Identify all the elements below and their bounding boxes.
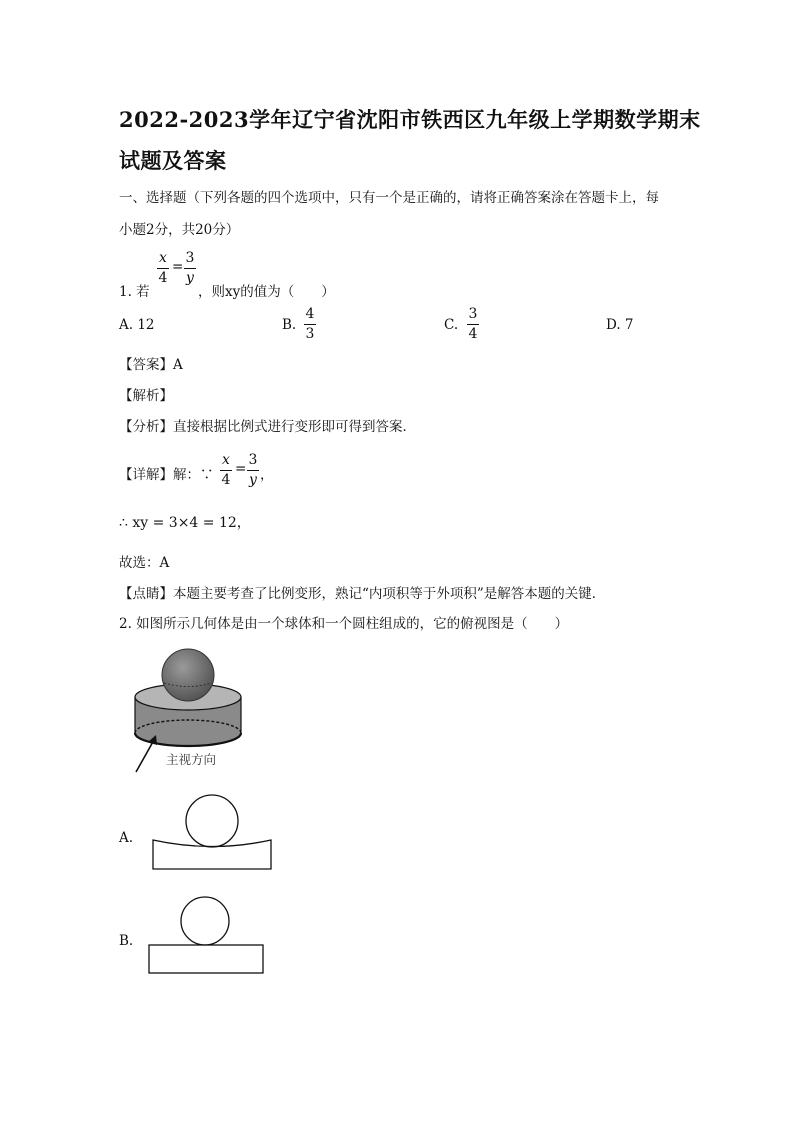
q2-option-a-figure	[150, 793, 276, 873]
q1-detail-fraction-x-over-4: x 4	[221, 452, 231, 488]
q1-answer: 【答案】A	[119, 357, 183, 373]
q2-option-b-figure	[147, 895, 267, 977]
section-instructions-line-2: 小题2分，共20分）	[119, 222, 240, 238]
q1-analysis-heading: 【解析】	[119, 388, 173, 404]
q1-detail-fraction-3-over-y: 3 y	[248, 452, 258, 488]
q1-option-c-fraction: 3 4	[468, 306, 478, 342]
q1-fraction-3-over-y: 3 y	[185, 250, 195, 286]
view-direction-label: 主视方向	[166, 752, 217, 767]
q1-option-c-label: C.	[444, 317, 459, 333]
q1-prefix: 1. 若	[119, 284, 150, 300]
q1-result: ∴ xy = 3×4 = 12，	[119, 515, 251, 531]
q1-option-b-fraction: 4 3	[305, 306, 315, 342]
q1-option-b-label: B.	[282, 317, 297, 333]
q1-detail-equals: =	[235, 461, 247, 477]
q2-option-b-label: B.	[119, 933, 134, 949]
q1-fraction-x-over-4: x 4	[158, 250, 168, 286]
q2-option-a-label: A.	[119, 830, 134, 846]
q1-detail-prefix: 【详解】解：∵	[119, 467, 214, 483]
q1-question: ，则xy的值为（ ）	[198, 284, 335, 300]
view-direction-arrow-icon	[130, 730, 170, 780]
q1-analysis: 【分析】直接根据比例式进行变形即可得到答案．	[119, 419, 416, 435]
title-line-1: 2022-2023学年辽宁省沈阳市铁西区九年级上学期数学期末	[119, 107, 701, 132]
q1-comment: 【点睛】本题主要考查了比例变形，熟记“内项积等于外项积”是解答本题的关键．	[119, 586, 606, 602]
title-line-2: 试题及答案	[119, 148, 227, 173]
q1-choose: 故选：A	[119, 555, 170, 571]
q1-detail-comma: ，	[260, 467, 274, 483]
q2-question: 2. 如图所示几何体是由一个球体和一个圆柱组成的，它的俯视图是（ ）	[119, 616, 569, 632]
section-instructions-line-1: 一、选择题（下列各题的四个选项中，只有一个是正确的，请将正确答案涂在答题卡上，每	[119, 190, 659, 206]
q1-option-a: A. 12	[119, 317, 155, 333]
q1-option-d: D. 7	[606, 317, 634, 333]
q1-equals: =	[172, 259, 184, 275]
